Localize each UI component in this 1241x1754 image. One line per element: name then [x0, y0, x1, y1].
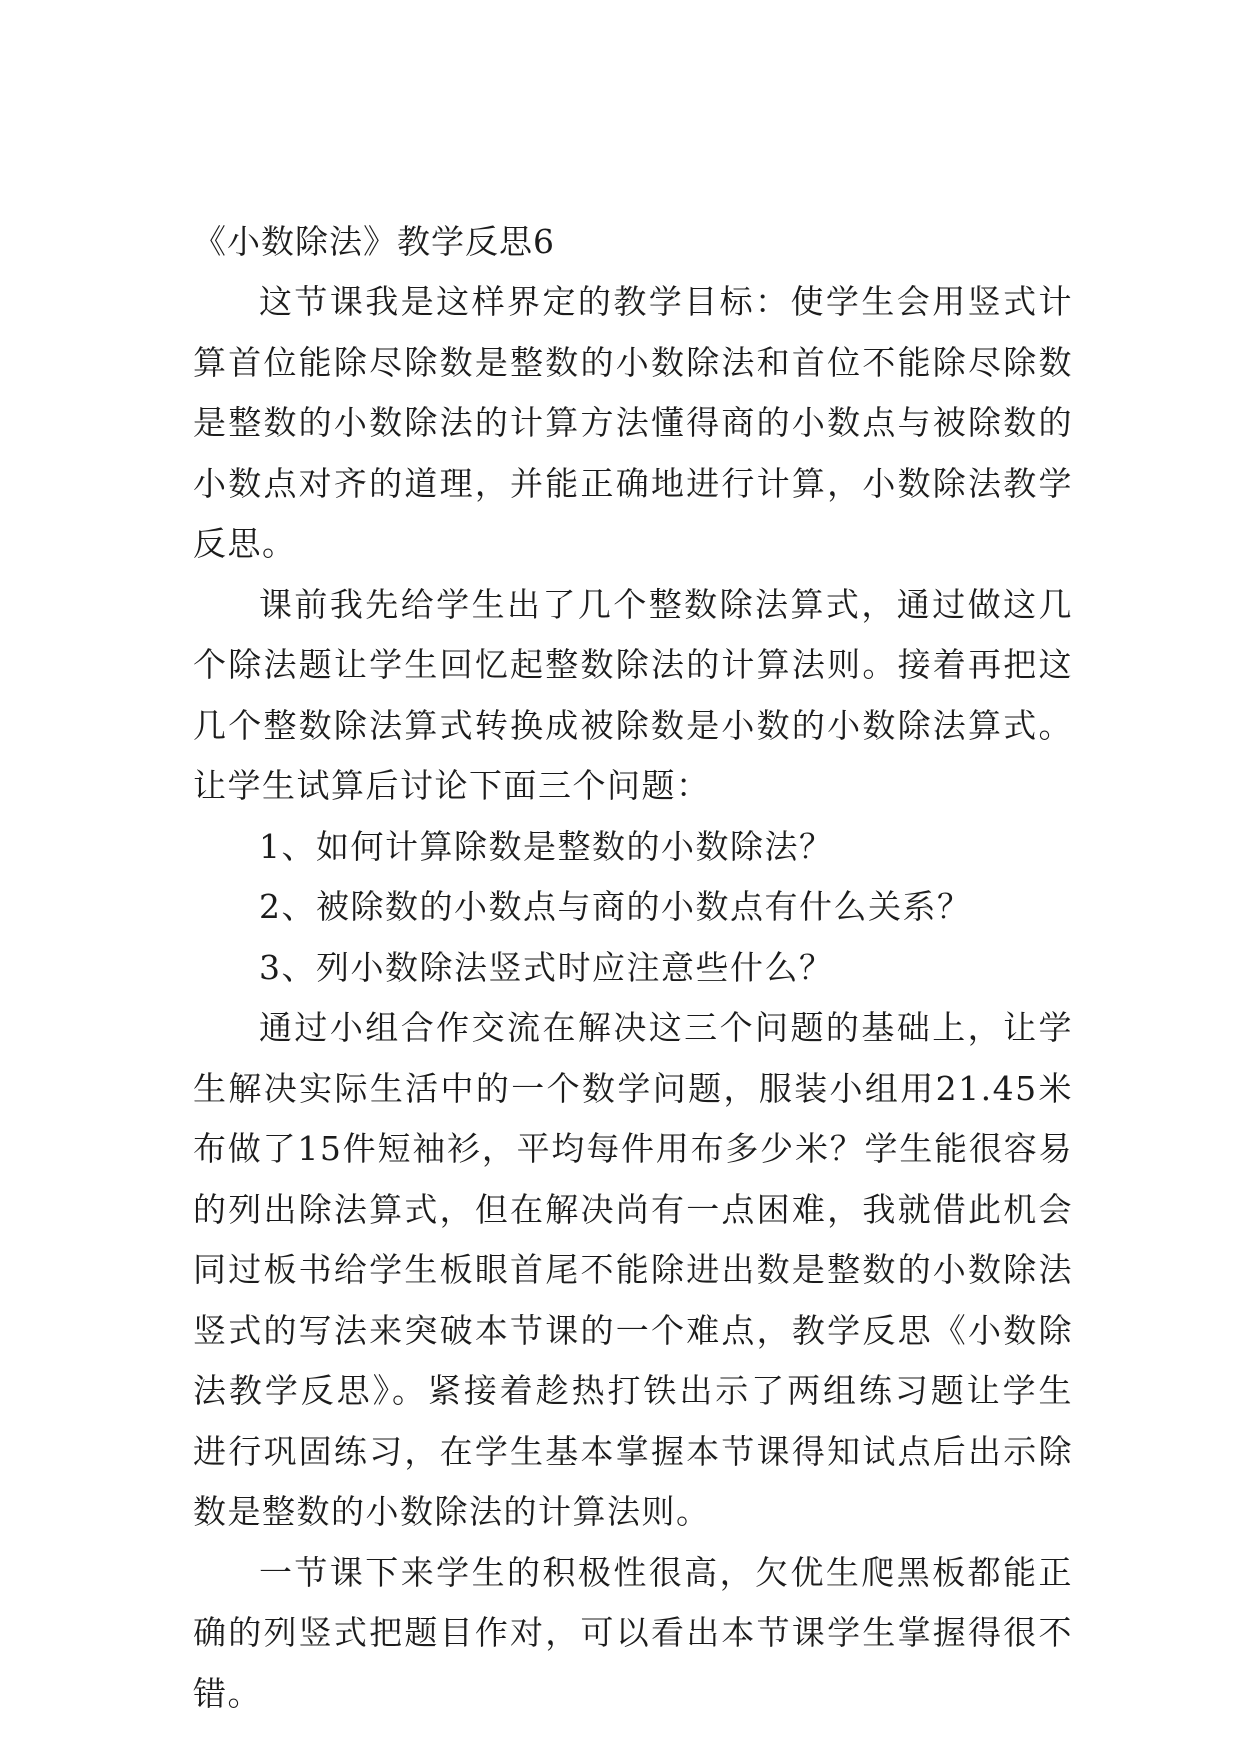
document-body — [193, 212, 1073, 1724]
document-title: 《小数除法》教学反思6 — [193, 222, 555, 261]
question-item-2: 2、被除数的小数点与商的小数点有什么关系？ — [259, 887, 972, 926]
paragraph-conclusion: 一节课下来学生的积极性很高，欠优生爬黑板都能正确的列竖式把题目作对，可以看出本节课学生掌握得很不错。 — [193, 1552, 1073, 1713]
paragraph-teaching-goal: 这节课我是这样界定的教学目标：使学生会用竖式计算首位能除尽除数是整数的小数除法和首位不能除尽除数是整数的小数除法的计算方法懂得商的小数点与被除数的小数点对齐的道理，并能正确地进行计算，小数除法教学反思。 — [193, 282, 1073, 563]
paragraph-lesson-intro: 课前我先给学生出了几个整数除法算式，通过做这几个除法题让学生回忆起整数除法的计算法则。接着再把这几个整数除法算式转换成被除数是小数的小数除法算式。让学生试算后讨论下面三个问题： — [193, 584, 1073, 805]
question-item-3: 3、列小数除法竖式时应注意些什么？ — [259, 947, 834, 987]
paragraph-group-practice: 通过小组合作交流在解决这三个问题的基础上，让学生解决实际生活中的一个数学问题，服装小组用21.45米布做了15件短袖衫，平均每件用布多少米？学生能很容易的列出除法算式，但在解决尚有一点困难，我就借此机会同过板书给学生板眼首尾不能除进出数是整数的小数除法竖式的写法来突破本节课的一个难点，教学反思《小数除法教学反思》。紧接着趁热打铁出示了两组练习题让学生进行巩固练习，在学生基本掌握本节课得知试点后出示除数是整数的小数除法的计算法则。 — [193, 1008, 1073, 1531]
question-item-1: 1、如何计算除数是整数的小数除法？ — [259, 826, 834, 866]
